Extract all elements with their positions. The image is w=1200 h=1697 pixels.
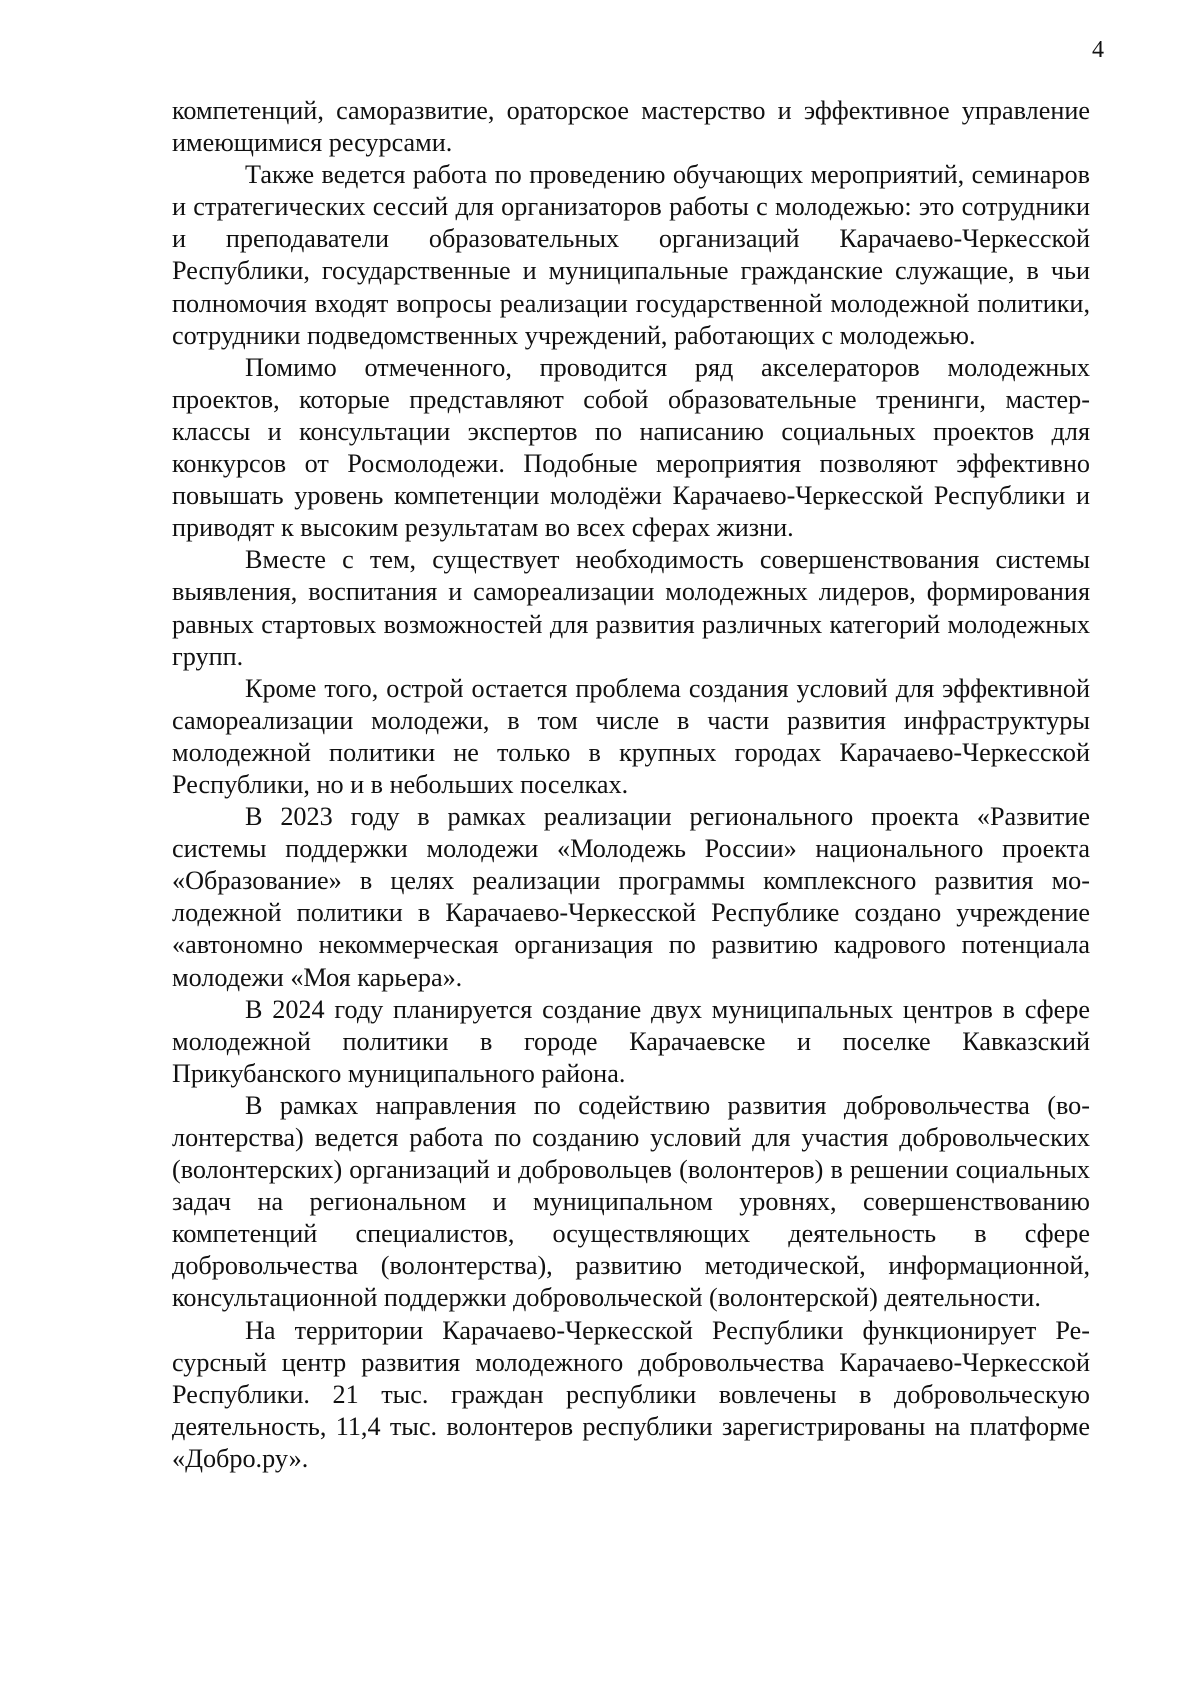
paragraph: Помимо отмеченного, проводится ряд акселераторов молодежных проектов, которые представляют собой образовательные тренинги, мастер-классы и консультации экспертов по написанию социальных проектов для конкурсов от Росмолодежи. Подобные мероприятия позволяют эффективно повышать уровень компетенции молодёжи Карачаево-Черкесской Республики и приводят к высоким результатам во всех сферах жизни. (172, 352, 1090, 543)
paragraph: В 2023 году в рамках реализации регионального проекта «Развитие системы поддержки молодежи «Молодежь России» национального проекта «Образование» в целях реализации программы комплексного развития молодежной политики в Карачаево-Черкесской Республике создано учреждение «автономно некоммерческая организация по развитию кадрового потенциала молодежи «Моя карьера». (172, 802, 1090, 992)
paragraph-continuation: компетенций, саморазвитие, ораторское мастерство и эффективное управление имеющимися ресурсами. (172, 96, 1090, 158)
paragraph: Также ведется работа по проведению обучающих мероприятий, семинаров и стратегических сессий для организаторов работы с молодежью: это сотрудники и преподаватели образовательных организаций Карачаево-Черкесской Республики, государственные и муниципальные гражданские служащие, в чьи полномочия входят вопросы реализации государственной молодежной политики, сотрудники подведомственных учреждений, работающих с молодежью. (172, 160, 1090, 350)
page-number: 4 (1092, 37, 1104, 63)
paragraph: Кроме того, острой остается проблема создания условий для эффективной самореализации молодежи, в том числе в части развития инфраструктуры молодежной политики не только в крупных городах Карачаево-Черкесской Республики, но и в небольших поселках. (172, 673, 1090, 799)
paragraph: В рамках направления по содействию развития добровольчества (волонтерства) ведется работа по созданию условий для участия добровольческих (волонтерских) организаций и добровольцев (волонтеров) в решении социальных задач на региональном и муниципальном уровнях, совершенствованию компетенций специалистов, осуществляющих деятельность в сфере добровольчества (волонтерства), развитию методической, информационной, консультационной поддержки добровольческой (волонтерской) деятельности. (172, 1090, 1090, 1313)
paragraph: Вместе с тем, существует необходимость совершенствования системы выявления, воспитания и самореализации молодежных лидеров, формирования равных стартовых возможностей для развития различных категорий молодежных групп. (172, 545, 1090, 671)
document-body (172, 95, 1090, 1475)
paragraph: В 2024 году планируется создание двух муниципальных центров в сфере молодежной политики в городе Карачаевске и поселке Кавказский Прикубанского муниципального района. (172, 994, 1090, 1088)
paragraph: На территории Карачаево-Черкесской Республики функционирует Ресурсный центр развития молодежного добровольчества Карачаево-Черкесской Республики. 21 тыс. граждан республики вовлечены в добровольческую деятельность, 11,4 тыс. волонтеров республики зарегистрированы на платформе «Добро.ру». (172, 1315, 1090, 1473)
